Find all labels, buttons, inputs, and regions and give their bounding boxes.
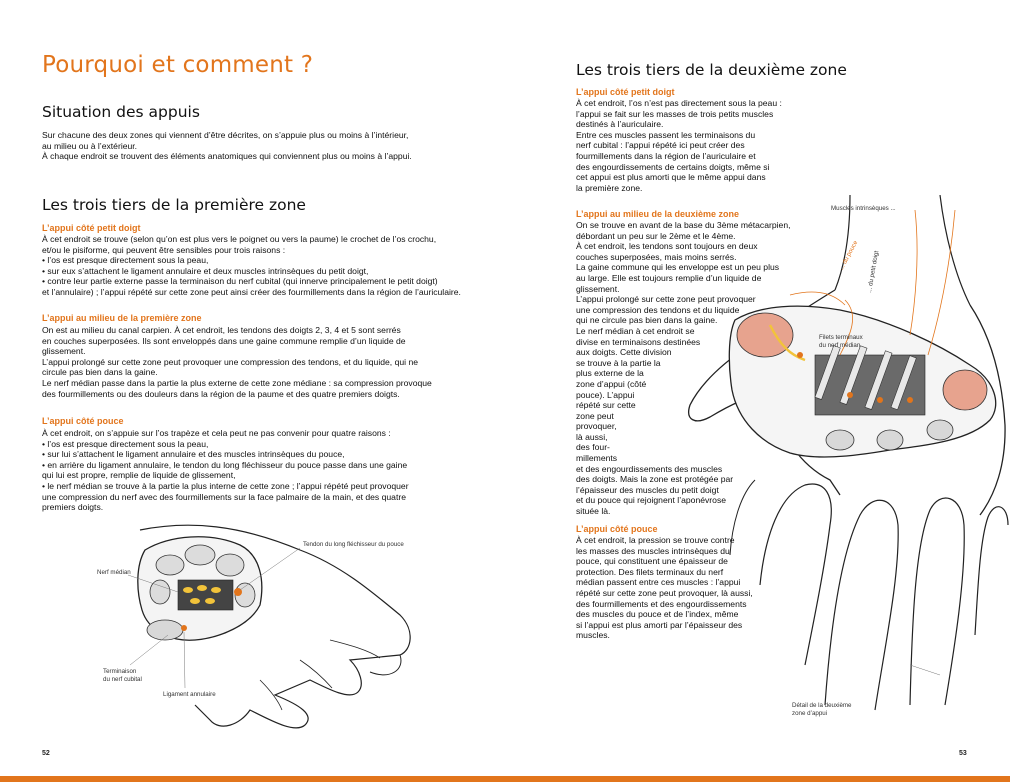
text-line: et des engourdissements des muscles — [576, 463, 723, 474]
text-line: l’épaisseur des muscles du petit doigt — [576, 484, 719, 495]
zone2-pinky-paragraph — [576, 98, 782, 193]
text-line: Le nerf médian à cet endroit se — [576, 325, 695, 336]
page-title: Pourquoi et comment ? — [42, 52, 314, 78]
text-line: en couches superposées. Ils sont enveloppés dans une gaine commune remplie d’un liquide de — [42, 335, 406, 346]
caption-line: Détail de la deuxième — [792, 702, 852, 709]
text-line: À cet endroit se trouve (selon qu’on est plus vers le poignet ou vers la paume) le crochet de l’os crochu, — [42, 234, 437, 244]
caption-line: Filets terminaux — [819, 334, 863, 341]
text-line: La gaine commune qui les enveloppe est un peu plus — [576, 262, 780, 273]
text-line: et l’annulaire) ; l’appui répété sur cette zone peut ainsi créer des fourmillements dans la région de l’auriculaire. — [42, 286, 461, 297]
caption-du-pouce: ... du pouce — [838, 239, 860, 272]
text-line: la première zone. — [576, 182, 643, 193]
zone1-middle-paragraph — [42, 325, 432, 399]
zone1-pinky-subtitle: L’appui côté petit doigt — [42, 223, 141, 233]
text-line: des four- — [576, 442, 610, 453]
text-line: provoquer, — [576, 421, 617, 432]
text-line: L’appui prolongé sur cette zone peut provoquer une compression des tendons, et du liquide, qui ne — [42, 356, 418, 367]
text-line: si l’appui est plus amorti par l’épaisseur des — [576, 619, 743, 630]
situation-paragraph — [42, 130, 412, 162]
text-line: couches superposées, mais moins serrés. — [576, 251, 737, 262]
text-line: pouce, qui constituent une épaisseur de — [576, 556, 728, 567]
text-line: répété sur cette zone peut provoquer, là aussi, — [576, 587, 753, 598]
caption-ligament: Ligament annulaire — [163, 691, 216, 698]
caption-tendon: Tendon du long fléchisseur du pouce — [303, 541, 404, 548]
text-line: médian passent entre ces muscles : l’appui — [576, 577, 741, 588]
right-page — [505, 0, 1010, 782]
text-line: • sur lui s’attachent le ligament annulaire et des muscles intrinsèques du pouce, — [42, 449, 345, 460]
text-line: des engourdissements de certains doigts, même si — [576, 161, 770, 172]
text-line: l’appui se fait sur les masses de trois petits muscles — [576, 108, 774, 119]
zone2-heading: Les trois tiers de la deuxième zone — [576, 61, 847, 79]
zone1-thumb-subtitle: L’appui côté pouce — [42, 416, 124, 426]
text-line: des fourmillements ou des douleurs dans la région de la paume et des quatre premiers doigts. — [42, 388, 400, 399]
text-line: À cet endroit, la pression se trouve contre — [576, 535, 735, 545]
text-line: une compression des tendons et du liquide — [576, 304, 740, 315]
text-line: au large. Elle est toujours remplie d’un liquide de — [576, 272, 762, 283]
text-line: se trouve à la partie la — [576, 357, 661, 368]
text-line: • en arrière du ligament annulaire, le tendon du long fléchisseur du pouce passe dans une gaine — [42, 459, 408, 470]
text-line: et/ou le pisiforme, qui peuvent être sensibles pour trois raisons : — [42, 244, 286, 255]
text-line: • l’os est presque directement sous la peau, — [42, 255, 209, 266]
text-line: et du pouce qui rejoignent l’aponévrose — [576, 495, 727, 506]
text-line: aux doigts. Cette division — [576, 347, 672, 358]
caption-line: zone d’appui — [792, 710, 828, 717]
text-line: glissement. — [42, 346, 86, 357]
text-line: • l’os est presque directement sous la peau, — [42, 438, 209, 449]
caption-detail — [792, 702, 852, 718]
text-line: • contre leur partie externe passe la terminaison du nerf cubital (qui innerve principalement le petit doigt) — [42, 276, 438, 287]
text-line: circule pas bien dans la gaine. — [42, 367, 158, 378]
text-line: zone d’appui (côté — [576, 378, 647, 389]
zone1-pinky-paragraph — [42, 234, 461, 298]
text-line: située là. — [576, 506, 611, 517]
caption-du-petit-doigt: ... du petit doigt — [866, 250, 881, 294]
caption-line: du nerf médian — [819, 342, 861, 349]
text-line: • sur eux s’attachent le ligament annulaire et deux muscles intrinsèques du petit doigt, — [42, 265, 369, 276]
caption-filets-terminaux — [819, 334, 863, 350]
text-line: À cet endroit, les tendons sont toujours en deux — [576, 241, 758, 252]
text-line: débordant un peu sur le 2ème et le 4ème. — [576, 230, 736, 241]
caption-nerf-median: Nerf médian — [97, 569, 131, 576]
text-line: À cet endroit, l’os n’est pas directement sous la peau : — [576, 98, 782, 108]
caption-line: du nerf cubital — [103, 676, 142, 683]
text-line: plus externe de la — [576, 368, 644, 379]
hand-illustration — [610, 195, 1010, 715]
text-line: muscles. — [576, 630, 610, 641]
text-line: À chaque endroit se trouvent des éléments anatomiques qui conviennent plus ou moins à l’appui. — [42, 151, 412, 162]
text-line: les masses des muscles intrinsèques du — [576, 545, 730, 556]
text-line: zone peut — [576, 410, 614, 421]
caption-terminaison — [103, 668, 142, 684]
text-line: • le nerf médian se trouve à la partie la plus interne de cette zone ; l’appui répété peut provoquer — [42, 480, 409, 491]
text-line: glissement. — [576, 283, 620, 294]
zone2-thumb-subtitle: L’appui côté pouce — [576, 524, 658, 534]
situation-heading: Situation des appuis — [42, 103, 200, 121]
text-line: cet appui est plus amorti que le même appui dans — [576, 172, 766, 183]
text-line: fourmillements dans la région de l’auriculaire et — [576, 150, 756, 161]
bottom-accent-bar — [0, 776, 1010, 782]
zone1-heading: Les trois tiers de la première zone — [42, 196, 306, 214]
zone1-thumb-paragraph — [42, 428, 409, 513]
text-line: L’appui prolongé sur cette zone peut provoquer — [576, 294, 756, 305]
text-line: une compression du nerf avec des fourmillements sur la face palmaire de la main, et des quatre — [42, 491, 406, 502]
text-line: répété sur cette — [576, 400, 636, 411]
text-line: nerf cubital : l’appui répété ici peut créer des — [576, 140, 745, 151]
text-line: On est au milieu du canal carpien. À cet endroit, les tendons des doigts 2, 3, 4 et 5 sont serrés — [42, 325, 401, 335]
text-line: des fourmillements et des engourdissements — [576, 598, 747, 609]
caption-line: Terminaison — [103, 668, 137, 675]
text-line: Le nerf médian passe dans la partie la plus externe de cette zone médiane : sa compression provoque — [42, 377, 432, 388]
text-line: qui ne circule pas bien dans la gaine. — [576, 315, 718, 326]
zone1-middle-subtitle: L’appui au milieu de la première zone — [42, 313, 202, 323]
text-line: divise en terminaisons destinées — [576, 336, 701, 347]
text-line: destinés à l’auriculaire. — [576, 119, 664, 130]
text-line: Entre ces muscles passent les terminaisons du — [576, 129, 756, 140]
text-line: protection. Des filets terminaux du nerf — [576, 566, 724, 577]
text-line: Sur chacune des deux zones qui viennent d’être décrites, on s’appuie plus ou moins à l’intérieur, — [42, 130, 409, 140]
caption-muscles-intrinseques: Muscles intrinsèques ... — [831, 205, 896, 212]
text-line: là aussi, — [576, 431, 608, 442]
text-line: pouce). L’appui — [576, 389, 635, 400]
text-line: À cet endroit, on s’appuie sur l’os trapèze et cela peut ne pas convenir pour quatre raisons : — [42, 428, 391, 438]
page-number: 52 — [42, 750, 50, 757]
text-line: au milieu ou à l’extérieur. — [42, 140, 138, 151]
text-line: qui lui est propre, remplie de liquide de glissement, — [42, 470, 236, 481]
text-line: On se trouve en avant de la base du 3ème métacarpien, — [576, 220, 791, 230]
text-line: millements — [576, 453, 618, 464]
text-line: des doigts. Mais la zone est protégée par — [576, 474, 734, 485]
zone2-pinky-subtitle: L’appui côté petit doigt — [576, 87, 675, 97]
text-line: des muscles du pouce et de l’index, même — [576, 609, 739, 620]
zone2-middle-subtitle: L’appui au milieu de la deuxième zone — [576, 209, 740, 219]
page-number: 53 — [959, 750, 967, 757]
text-line: premiers doigts. — [42, 502, 104, 513]
